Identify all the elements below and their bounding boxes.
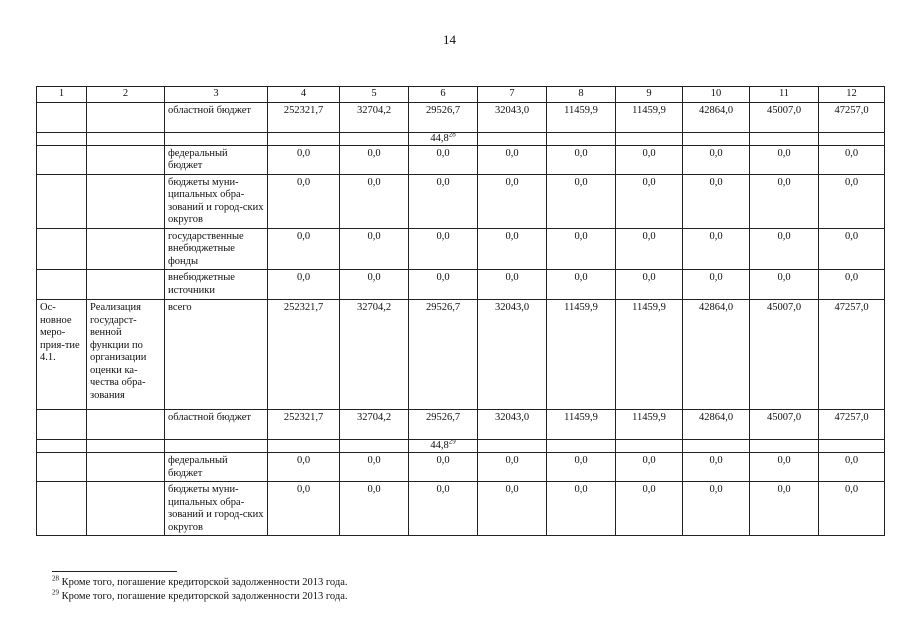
header-row [37,87,885,103]
value-cell: 0,0 [819,482,885,536]
value-cell: 0,0 [268,145,340,174]
note-cell [409,132,478,145]
value-cell: 0,0 [478,174,547,228]
event-code-cell [37,228,87,270]
note-cell [750,132,819,145]
value-cell: 45007,0 [750,410,819,440]
source-cell: федеральный бюджет [165,145,268,174]
value-cell: 0,0 [616,482,683,536]
value-cell: 0,0 [616,270,683,300]
value-cell: 0,0 [409,174,478,228]
note-cell [819,132,885,145]
table-row [37,482,885,536]
budget-table [36,86,885,536]
note-cell [268,132,340,145]
source-cell: внебюджетные источники [165,270,268,300]
note-row [37,440,885,453]
value-cell: 0,0 [547,270,616,300]
event-name-cell [87,102,165,132]
note-cell [750,440,819,453]
value-cell: 0,0 [616,453,683,482]
source-cell: всего [165,300,268,410]
value-cell: 0,0 [683,270,750,300]
value-cell: 11459,9 [616,102,683,132]
value-cell: 0,0 [268,453,340,482]
value-cell: 0,0 [547,482,616,536]
value-cell: 11459,9 [547,102,616,132]
note-row [37,132,885,145]
note-cell [268,440,340,453]
event-code-cell [37,102,87,132]
note-cell [409,440,478,453]
note-cell [165,440,268,453]
value-cell: 252321,7 [268,410,340,440]
event-name-cell [87,453,165,482]
footnote-mark: 29 [448,439,456,446]
header-cell: 6 [409,87,478,103]
event-name-cell [87,270,165,300]
value-cell: 32043,0 [478,102,547,132]
value-cell: 0,0 [683,174,750,228]
footnote [52,574,348,588]
value-cell: 0,0 [750,174,819,228]
value-cell: 0,0 [478,453,547,482]
table-row [37,145,885,174]
source-cell: бюджеты муни-ципальных обра-зований и город-ских округов [165,482,268,536]
table-row [37,270,885,300]
event-name-cell [87,174,165,228]
footnote-mark: 29 [52,588,59,597]
value-cell: 0,0 [683,145,750,174]
note-cell [165,132,268,145]
value-cell: 0,0 [409,482,478,536]
value-cell: 0,0 [268,270,340,300]
value-cell: 42864,0 [683,102,750,132]
event-name-cell [87,228,165,270]
value-cell: 11459,9 [547,300,616,410]
header-cell: 11 [750,87,819,103]
header-cell: 10 [683,87,750,103]
event-code-cell [37,270,87,300]
note-cell [87,440,165,453]
note-value: 44,8 [430,440,449,451]
event-code-cell: Ос-новное меро-прия-тие 4.1. [37,300,87,410]
value-cell: 0,0 [616,174,683,228]
value-cell: 32704,2 [340,300,409,410]
value-cell: 0,0 [268,174,340,228]
value-cell: 252321,7 [268,300,340,410]
value-cell: 47257,0 [819,102,885,132]
table-row [37,300,885,410]
value-cell: 0,0 [819,145,885,174]
value-cell: 0,0 [409,228,478,270]
value-cell: 0,0 [409,453,478,482]
note-cell [87,132,165,145]
value-cell: 0,0 [340,453,409,482]
event-name-cell [87,482,165,536]
value-cell: 32704,2 [340,410,409,440]
header-cell: 4 [268,87,340,103]
value-cell: 0,0 [478,145,547,174]
value-cell: 45007,0 [750,300,819,410]
value-cell: 0,0 [268,228,340,270]
value-cell: 0,0 [478,228,547,270]
note-cell [478,132,547,145]
value-cell: 0,0 [409,145,478,174]
value-cell: 0,0 [340,228,409,270]
note-cell [683,132,750,145]
value-cell: 0,0 [547,453,616,482]
table-row [37,453,885,482]
header-cell: 7 [478,87,547,103]
value-cell: 0,0 [340,174,409,228]
source-cell: федеральный бюджет [165,453,268,482]
note-cell [547,440,616,453]
note-cell [340,132,409,145]
event-code-cell [37,453,87,482]
value-cell: 0,0 [819,270,885,300]
note-cell [340,440,409,453]
value-cell: 42864,0 [683,300,750,410]
table-row [37,410,885,440]
source-cell: государственные внебюджетные фонды [165,228,268,270]
value-cell: 0,0 [819,174,885,228]
note-cell [37,132,87,145]
source-cell: областной бюджет [165,102,268,132]
footnote-text: Кроме того, погашение кредиторской задолженности 2013 года. [59,591,348,602]
value-cell: 0,0 [683,453,750,482]
event-code-cell [37,410,87,440]
footnote-separator [52,571,177,572]
value-cell: 47257,0 [819,300,885,410]
value-cell: 11459,9 [616,300,683,410]
footnote-text: Кроме того, погашение кредиторской задолженности 2013 года. [59,577,348,588]
value-cell: 11459,9 [547,410,616,440]
value-cell: 0,0 [478,482,547,536]
table-row [37,174,885,228]
value-cell: 0,0 [819,453,885,482]
header-cell: 5 [340,87,409,103]
event-name-cell [87,410,165,440]
footnote [52,588,348,602]
header-cell: 3 [165,87,268,103]
value-cell: 0,0 [683,228,750,270]
note-cell [683,440,750,453]
value-cell: 0,0 [683,482,750,536]
value-cell: 0,0 [750,145,819,174]
header-cell: 9 [616,87,683,103]
value-cell: 0,0 [819,228,885,270]
value-cell: 0,0 [547,174,616,228]
event-name-cell: Реализация государст-венной функции по организации оценки ка-чества обра-зования [87,300,165,410]
value-cell: 0,0 [478,270,547,300]
value-cell: 32043,0 [478,410,547,440]
value-cell: 11459,9 [616,410,683,440]
value-cell: 29526,7 [409,102,478,132]
value-cell: 0,0 [616,145,683,174]
page-number: 14 [443,32,456,47]
event-code-cell [37,174,87,228]
value-cell: 32704,2 [340,102,409,132]
event-code-cell [37,482,87,536]
value-cell: 0,0 [750,270,819,300]
value-cell: 0,0 [750,453,819,482]
value-cell: 42864,0 [683,410,750,440]
table-row [37,102,885,132]
table-row [37,228,885,270]
value-cell: 0,0 [340,270,409,300]
value-cell: 29526,7 [409,300,478,410]
value-cell: 47257,0 [819,410,885,440]
note-cell [616,132,683,145]
header-cell: 1 [37,87,87,103]
value-cell: 0,0 [268,482,340,536]
note-cell [478,440,547,453]
note-cell [37,440,87,453]
note-cell [616,440,683,453]
note-cell [819,440,885,453]
value-cell: 252321,7 [268,102,340,132]
value-cell: 32043,0 [478,300,547,410]
note-value: 44,8 [430,132,449,144]
value-cell: 0,0 [750,228,819,270]
value-cell: 0,0 [750,482,819,536]
note-cell [547,132,616,145]
source-cell: областной бюджет [165,410,268,440]
source-cell: бюджеты муни-ципальных обра-зований и город-ских округов [165,174,268,228]
value-cell: 45007,0 [750,102,819,132]
header-cell: 8 [547,87,616,103]
value-cell: 29526,7 [409,410,478,440]
footnote-mark: 28 [52,574,59,583]
event-code-cell [37,145,87,174]
value-cell: 0,0 [547,145,616,174]
value-cell: 0,0 [547,228,616,270]
header-cell: 12 [819,87,885,103]
header-cell: 2 [87,87,165,103]
value-cell: 0,0 [340,482,409,536]
value-cell: 0,0 [616,228,683,270]
event-name-cell [87,145,165,174]
value-cell: 0,0 [340,145,409,174]
footnote-mark: 28 [448,132,456,138]
value-cell: 0,0 [409,270,478,300]
